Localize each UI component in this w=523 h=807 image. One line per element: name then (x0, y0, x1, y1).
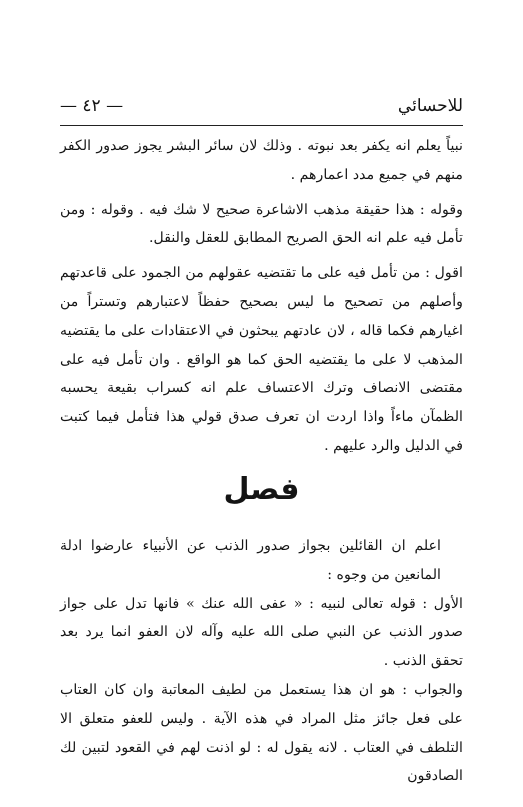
page-number: — ٤٢ — (60, 96, 124, 116)
text-block-2 (60, 532, 463, 791)
paragraph: اقول : من تأمل فيه على ما تقتضيه عقولهم من الجمود على قاعدتهم وأصلهم من تصحيح ما ليس بصحيح حفظاً لاعتبارهم وتستراً من اغيارهم فكما قاله ، لان عادتهم يبحثون في الاعتقادات على ما يقتضيه المذهب لا على ما يقتضيه الحق كما هو الواقع . وان تأمل فيه على مقتضى الانصاف وترك الاعتساف علم انه كسراب بقيعة يحسبه الظمآن ماءاً واذا اردت ان تعرف صدق قولي هذا فتأمل فيما كتبت في الدليل والرد عليهم . (60, 265, 463, 454)
paragraph: وقوله : هذا حقيقة مذهب الاشاعرة صحيح لا شك فيه . وقوله : ومن تأمل فيه علم انه الحق الصريح المطابق للعقل والنقل. (60, 201, 463, 247)
paragraph: اعلم ان القائلين بجواز صدور الذنب عن الأنبياء عارضوا ادلة المانعين من وجوه : (60, 538, 441, 583)
paragraph: نبياً يعلم انه يكفر بعد نبوته . وذلك لان سائر البشر يجوز صدور الكفر منهم في جميع مدد اعمارهم . (60, 138, 463, 183)
running-head-title: للاحسائي (397, 96, 463, 116)
paragraph: الأول : قوله تعالى لنبيه : « عفى الله عنك » فانها تدل على جواز صدور الذنب عن النبي صلى الله عليه وآله لان العفو انما يرد بعد تحقق الذنب . (60, 595, 463, 670)
text-block-1 (60, 132, 463, 461)
header-rule (60, 125, 463, 126)
section-heading: فصل (223, 472, 300, 507)
paragraph: والجواب : هو ان هذا يستعمل من لطيف المعاتبة وان كان العتاب على فعل جائز مثل المراد في هذه الآية . وليس للعفو متعلق الا التلطف في العتاب . لانه يقول له : لو اذنت لهم في القعود لتبين لك الصادقون (60, 681, 463, 785)
running-head (60, 96, 463, 124)
